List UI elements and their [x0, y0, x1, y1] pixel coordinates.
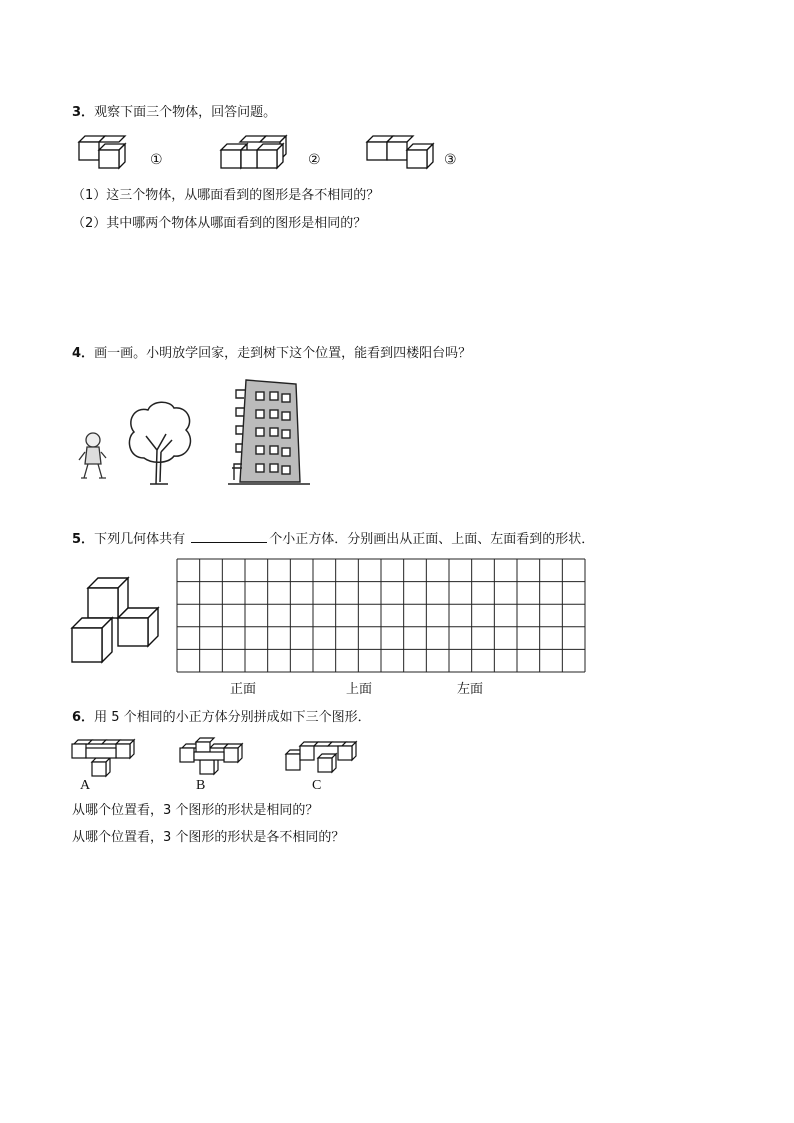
q3-sub1: （1）这三个物体，从哪面看到的图形是各不相同的？: [72, 188, 380, 203]
q5-view-label-front: 正面: [230, 682, 257, 697]
building-illustration: [226, 374, 312, 490]
child-illustration: [76, 430, 112, 484]
q4-stem: 4．画一画。小明放学回家，走到树下这个位置，能看到四楼阳台吗？: [72, 346, 472, 361]
q3-object-3: [364, 134, 454, 174]
q5-cube-figure: [70, 574, 162, 664]
q3-object-1: [76, 134, 156, 174]
q5-stem: 5．下列几何体共有 个小正方体．分别画出从正面、上面、左面看到的形状．: [72, 532, 595, 547]
q5-stem-after: 个小正方体．分别画出从正面、上面、左面看到的形状．: [269, 532, 595, 547]
q6-stem: 6．用 5 个相同的小正方体分别拼成如下三个图形．: [72, 710, 371, 725]
q6-label-a: A: [80, 778, 91, 793]
q3-number: 3: [72, 105, 82, 120]
q3-sub2: （2）其中哪两个物体从哪面看到的图形是相同的？: [72, 216, 367, 231]
q6-figure-a: [70, 738, 136, 778]
q3-stem: 3．观察下面三个物体，回答问题。: [72, 105, 277, 120]
q3-stem-text: 观察下面三个物体，回答问题。: [94, 105, 277, 120]
q6-ask1: 从哪个位置看，3 个图形的形状是相同的？: [72, 803, 319, 818]
q3-object-2: [218, 134, 308, 174]
q5-number: 5: [72, 532, 82, 547]
q3-label-1: ①: [150, 152, 163, 168]
q5-drawing-grid[interactable]: [176, 558, 586, 673]
q3-label-3: ③: [444, 152, 457, 168]
q6-figure-b: [178, 736, 244, 776]
q5-answer-blank[interactable]: [191, 530, 267, 543]
q5-view-label-top: 上面: [346, 682, 373, 697]
q6-figure-c: [282, 740, 358, 776]
q6-label-c: C: [312, 778, 322, 793]
q5-view-label-left: 左面: [457, 682, 484, 697]
q6-stem-text: 用 5 个相同的小正方体分别拼成如下三个图形．: [94, 710, 371, 725]
q5-stem-before: 下列几何体共有: [94, 532, 186, 547]
q3-label-2: ②: [308, 152, 321, 168]
q6-label-b: B: [196, 778, 206, 793]
q4-number: 4: [72, 346, 82, 361]
q6-number: 6: [72, 710, 82, 725]
tree-illustration: [124, 398, 196, 486]
q6-ask2: 从哪个位置看，3 个图形的形状是各不相同的？: [72, 830, 345, 845]
q4-stem-text: 画一画。小明放学回家，走到树下这个位置，能看到四楼阳台吗？: [94, 346, 472, 361]
